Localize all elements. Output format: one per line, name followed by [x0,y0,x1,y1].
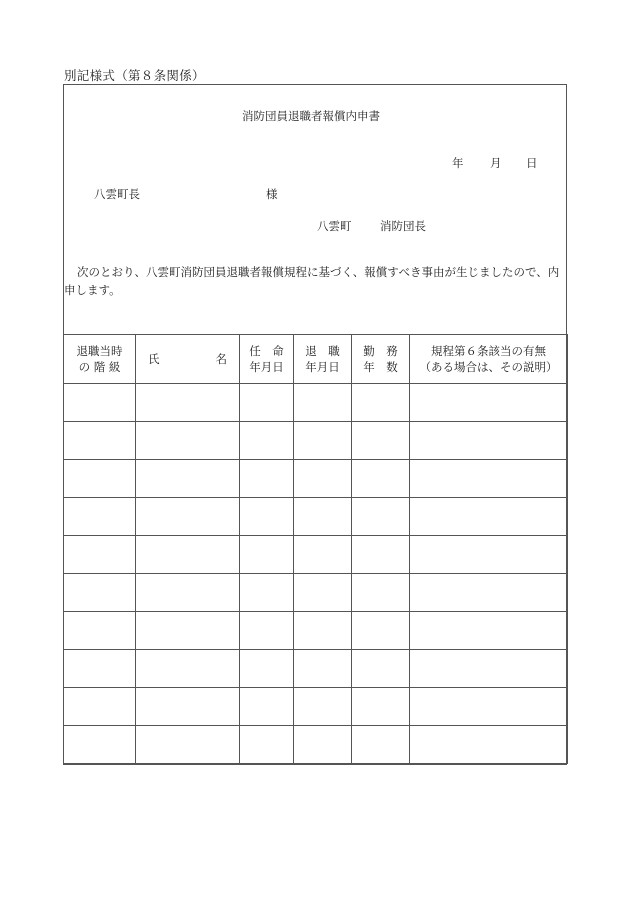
table-row [64,422,568,460]
header-appointment-line1: 任 命 [249,344,284,358]
cell-retirement-date[interactable] [294,422,352,460]
cell-rank[interactable] [64,498,136,536]
records-body [64,384,568,764]
cell-retirement-date[interactable] [294,726,352,764]
cell-article6[interactable] [410,536,568,574]
body-text: 次のとおり、八雲町消防団員退職者報償規程に基づく、報償すべき事由が生じましたので、内申します。 [64,265,560,297]
cell-name[interactable] [136,650,240,688]
cell-retirement-date[interactable] [294,612,352,650]
cell-appointment-date[interactable] [240,574,294,612]
table-row [64,460,568,498]
table-row [64,536,568,574]
table-row [64,612,568,650]
cell-article6[interactable] [410,650,568,688]
cell-service-years[interactable] [352,688,410,726]
cell-article6[interactable] [410,726,568,764]
header-row [64,335,568,384]
cell-name[interactable] [136,422,240,460]
cell-rank[interactable] [64,688,136,726]
sender-title: 消防団長 [380,219,426,233]
cell-rank[interactable] [64,612,136,650]
header-service-line1: 勤 務 [363,344,398,358]
form-label: 別記様式（第８条関係） [64,68,205,83]
cell-service-years[interactable] [352,536,410,574]
cell-retirement-date[interactable] [294,384,352,422]
cell-article6[interactable] [410,460,568,498]
addressee-name: 八雲町長 [94,187,140,201]
cell-retirement-date[interactable] [294,498,352,536]
cell-appointment-date[interactable] [240,498,294,536]
cell-retirement-date[interactable] [294,650,352,688]
header-name-left: 氏 [148,352,160,366]
cell-appointment-date[interactable] [240,422,294,460]
cell-service-years[interactable] [352,726,410,764]
cell-rank[interactable] [64,650,136,688]
cell-name[interactable] [136,460,240,498]
header-service-line2: 年 数 [363,360,398,374]
records-table [63,334,568,764]
header-retirement-line1: 退 職 [305,344,340,358]
cell-rank[interactable] [64,422,136,460]
header-retirement-date [294,335,352,384]
header-name [136,335,240,384]
table-row [64,726,568,764]
header-article6-line1: 規程第６条該当の有無 [431,344,546,358]
addressee-honorific: 様 [266,187,278,201]
cell-retirement-date[interactable] [294,460,352,498]
header-article6-line2: （ある場合は、その説明） [419,360,558,374]
header-name-right: 名 [215,352,227,366]
cell-name[interactable] [136,384,240,422]
cell-service-years[interactable] [352,612,410,650]
cell-service-years[interactable] [352,650,410,688]
cell-appointment-date[interactable] [240,612,294,650]
cell-retirement-date[interactable] [294,536,352,574]
header-service-years [352,335,410,384]
cell-service-years[interactable] [352,422,410,460]
cell-appointment-date[interactable] [240,384,294,422]
cell-name[interactable] [136,574,240,612]
header-appointment-line2: 年月日 [249,360,284,374]
table-row [64,384,568,422]
table-row [64,688,568,726]
table-row [64,574,568,612]
cell-article6[interactable] [410,422,568,460]
cell-appointment-date[interactable] [240,536,294,574]
cell-name[interactable] [136,498,240,536]
cell-appointment-date[interactable] [240,726,294,764]
cell-rank[interactable] [64,536,136,574]
cell-article6[interactable] [410,498,568,536]
cell-rank[interactable] [64,726,136,764]
cell-appointment-date[interactable] [240,688,294,726]
cell-rank[interactable] [64,574,136,612]
header-rank [64,335,136,384]
cell-name[interactable] [136,688,240,726]
header-rank-line2: の 階 級 [78,360,121,374]
date-day-label: 日 [526,156,538,170]
cell-name[interactable] [136,612,240,650]
cell-article6[interactable] [410,612,568,650]
header-rank-line1: 退職当時 [76,344,123,358]
cell-rank[interactable] [64,460,136,498]
table-row [64,650,568,688]
table-row [64,498,568,536]
cell-name[interactable] [136,726,240,764]
header-retirement-line2: 年月日 [305,360,340,374]
header-appointment-date [240,335,294,384]
cell-article6[interactable] [410,384,568,422]
cell-article6[interactable] [410,688,568,726]
date-month-label: 月 [490,156,502,170]
date-year-label: 年 [452,156,464,170]
report-form [63,84,567,765]
header-article6 [410,335,568,384]
cell-appointment-date[interactable] [240,460,294,498]
cell-service-years[interactable] [352,384,410,422]
cell-retirement-date[interactable] [294,688,352,726]
cell-retirement-date[interactable] [294,574,352,612]
cell-rank[interactable] [64,384,136,422]
cell-service-years[interactable] [352,574,410,612]
cell-appointment-date[interactable] [240,650,294,688]
cell-service-years[interactable] [352,498,410,536]
sender-town: 八雲町 [317,219,352,233]
cell-article6[interactable] [410,574,568,612]
document-title: 消防団員退職者報償内申書 [242,109,380,123]
cell-name[interactable] [136,536,240,574]
cell-service-years[interactable] [352,460,410,498]
